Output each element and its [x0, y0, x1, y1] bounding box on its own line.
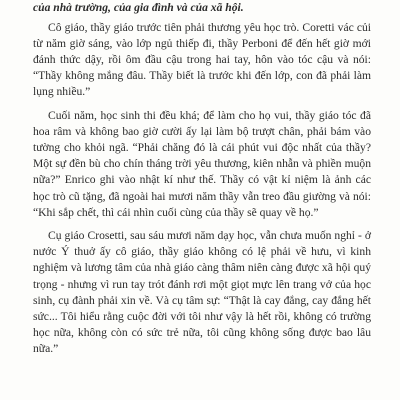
heading-line: của nhà trường, của gia đình và của xã hội.: [33, 1, 244, 14]
text-block: [33, 0, 371, 357]
paragraph-1: Cô giáo, thầy giáo trước tiên phải thương yêu học trò. Coretti vác củi từ năm giờ sáng, vào lớp ngủ thiếp đi, thầy Perboni để đến hết giờ mới đánh thức dậy, rồi ôm đầu cậu trong hai tay, hôn vào tóc cậu và nói: “Thầy không mắng đâu. Thầy biết là trước khi đến lớp, con đã phải làm lụng nhiều.”: [33, 21, 371, 99]
paragraph-2: Cuối năm, học sinh thi đều khá; để làm cho họ vui, thầy giáo tóc đã hoa râm và không bao giờ cười ấy lại làm bộ trượt chân, phải bám vào tường cho khỏi ngã. “Phải chăng đó là cái phút vui độc nhất của thầy? Một sự đền bù cho chín tháng trời yêu thương, kiên nhẫn và phiền muộn nữa?” Enrico ghi vào nhật kí như thế. Thầy có vật kỉ niệm là ảnh các học trò cũ tặng, đã ngoài hai mươi năm thầy vẫn treo đầu giường và nói: “Khi sắp chết, thì cái nhìn cuối cùng của thầy sẽ quay về họ.”: [33, 109, 371, 219]
paragraph-3: Cụ giáo Crosetti, sau sáu mươi năm dạy học, vẫn chưa muốn nghỉ - ở nước Ý thuở ấy cô giáo, thầy giáo không có lệ phải về hưu, vì kinh nghiệm và lương tâm của nhà giáo càng thâm niên càng được xã hội quý trọng - nhưng vì run tay trót đánh rơi một giọt mực lên trang vở của học sinh, cụ đành phải xin về. Và cụ tâm sự: “Thật là cay đắng, cay đắng hết sức... Tôi hiểu rằng cuộc đời với tôi như vậy là hết rồi, không có trường học nữa, không còn có sức trẻ nữa, tôi cũng không sống được bao lâu nữa.”: [33, 229, 371, 355]
